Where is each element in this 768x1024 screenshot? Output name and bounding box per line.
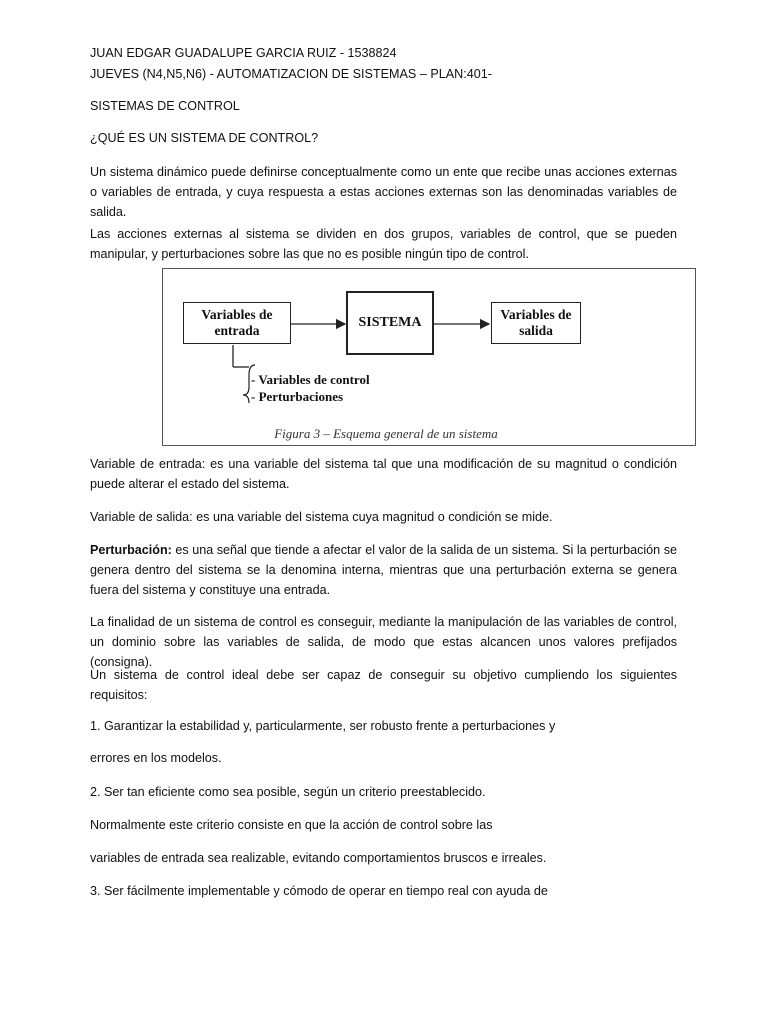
system-box: SISTEMA xyxy=(346,291,434,355)
perturbations-item: - Perturbaciones xyxy=(251,389,344,404)
definition-input-variable: Variable de entrada: es una variable del sistema tal que una modificación de su magnitud o condición puede alterar el estado del sistema. xyxy=(90,457,677,491)
requirement-2-line-1: 2. Ser tan eficiente como sea posible, según un criterio preestablecido. xyxy=(90,785,486,799)
requirement-3-line-1: 3. Ser fácilmente implementable y cómodo de operar en tiempo real con ayuda de xyxy=(90,884,548,898)
perturbation-text: es una señal que tiende a afectar el valor de la salida de un sistema. Si la perturbación se genera dentro del sistema se la denomina interna, mientras que una perturbación externa se genera fuera del sistema y constituye una entrada. xyxy=(90,543,677,597)
requirement-1-line-2: errores en los modelos. xyxy=(90,751,222,765)
purpose-paragraph: La finalidad de un sistema de control es conseguir, mediante la manipulación de las variables de control, un dominio sobre las variables de salida, de modo que estas alcancen unos valores prefijados (consigna). xyxy=(90,615,677,669)
section-title: SISTEMAS DE CONTROL xyxy=(90,99,240,113)
system-diagram xyxy=(162,268,696,446)
requirement-1-line-1: 1. Garantizar la estabilidad y, particularmente, ser robusto frente a perturbaciones y xyxy=(90,719,556,733)
figure-caption: Figura 3 – Esquema general de un sistema xyxy=(274,426,498,441)
control-variables-item: - Variables de control xyxy=(251,372,370,387)
input-variables-box: Variables de entrada xyxy=(183,302,291,344)
definition-output-variable: Variable de salida: es una variable del sistema cuya magnitud o condición se mide. xyxy=(90,510,553,524)
question-title: ¿QUÉ ES UN SISTEMA DE CONTROL? xyxy=(90,131,319,145)
requirement-2-line-3: variables de entrada sea realizable, evitando comportamientos bruscos e irreales. xyxy=(90,851,547,865)
intro-paragraph-1: Un sistema dinámico puede definirse conceptualmente como un ente que recibe unas acciones externas o variables de entrada, y cuya respuesta a estas acciones externas son las denominadas variables de salida. xyxy=(90,165,677,219)
intro-paragraph-2: Las acciones externas al sistema se dividen en dos grupos, variables de control, que se pueden manipular, y perturbaciones sobre las que no es posible ningún tipo de control. xyxy=(90,227,677,261)
output-variables-box: Variables de salida xyxy=(491,302,581,344)
course-line: JUEVES (N4,N5,N6) - AUTOMATIZACION DE SISTEMAS – PLAN:401- xyxy=(90,67,492,81)
definition-perturbation xyxy=(90,540,677,600)
requirement-2-line-2: Normalmente este criterio consiste en que la acción de control sobre las xyxy=(90,818,493,832)
ideal-system-intro: Un sistema de control ideal debe ser capaz de conseguir su objetivo cumpliendo los siguientes requisitos: xyxy=(90,668,677,702)
author-line: JUAN EDGAR GUADALUPE GARCIA RUIZ - 1538824 xyxy=(90,46,397,60)
perturbation-term: Perturbación: xyxy=(90,543,172,557)
